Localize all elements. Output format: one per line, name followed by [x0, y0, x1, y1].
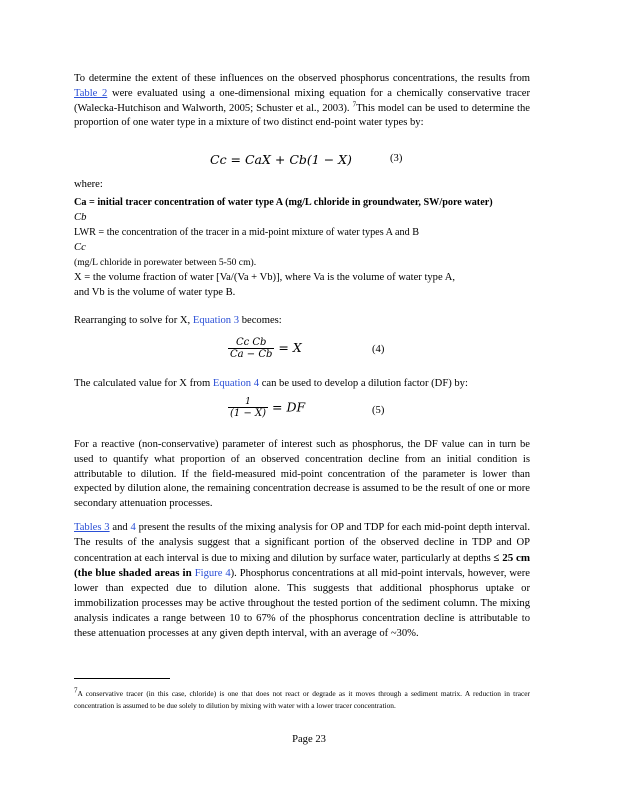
- reactive-paragraph: For a reactive (non-conservative) parameter of interest such as phosphorus, the DF value can in turn be used to quantify what proportion of an observed concentration decline from an initial condition is attributable to dilution. If the field-measured mid-point concentration of the parameter is lower than expected by dilution alone, the remaining concentration decrease is assumed to be the result of one or more secondary attenuation processes.: [74, 439, 530, 510]
- footnote-marker: 7: [74, 686, 78, 695]
- footnote-ref[interactable]: 7: [352, 100, 357, 109]
- dilution-paragraph: [74, 377, 530, 392]
- equation-3-number: (3): [390, 153, 403, 164]
- dilution-text-end: can be used to develop a dilution factor (DF) by:: [259, 378, 468, 389]
- equation-4-fraction: [228, 337, 274, 360]
- cb-symbol: Cb: [74, 212, 87, 223]
- rearranging-text: Rearranging to solve for X,: [74, 315, 193, 326]
- results-paragraph: [74, 521, 530, 641]
- equation-5-numerator: 1: [228, 397, 268, 408]
- cc-symbol: Cc: [74, 242, 86, 253]
- cb-definition: LWR = the concentration of the tracer in a mid-point mixture of water types A and B: [74, 227, 420, 238]
- x-definition-line-2: and Vb is the volume of water type B.: [74, 287, 236, 298]
- cc-definition: (mg/L chloride in porewater between 5-50 cm).: [74, 257, 257, 268]
- equation-5-number: (5): [372, 405, 385, 416]
- intro-text-end: This model can be used to determine the proportion of one water type in a mixture of two distinct end-point water types by:: [74, 102, 530, 129]
- intro-text: To determine the extent of these influences on the observed phosphorus concentrations, the results from: [74, 73, 530, 84]
- page-number: Page 23: [292, 734, 326, 745]
- footnote-divider: [74, 678, 170, 679]
- results-bold-text: ≤ 25 cm (the blue shaded areas in: [74, 551, 530, 580]
- table-2-link[interactable]: Table 2: [74, 87, 108, 99]
- intro-text-continued: were evaluated using a one-dimensional mixing equation for a chemically conservative tracer (Walecka-Hutchison and Walworth, 2005; Schuster et al., 2003).: [74, 87, 530, 114]
- figure-4-link[interactable]: Figure 4: [194, 568, 231, 580]
- equation-4-number: (4): [372, 344, 385, 355]
- footnote: [74, 688, 530, 712]
- equation-4-numerator: Cc Cb: [228, 337, 274, 349]
- equation-5-rhs: = DF: [272, 399, 306, 415]
- equation-5-denominator: (1 − X): [230, 408, 267, 419]
- where-label: where:: [74, 179, 103, 190]
- results-text-end: ). Phosphorus concentrations at all mid-point intervals, however, were lower than expected due to dilution alone. This suggests that additional phosphorus uptake or immobilization processes may be active throughout the tested portion of the sediment column. The mixing analysis indicates a range between 10 to 67% of the phosphorus concentration decline is attributable to these attenuation processes at any given depth interval, with an average of ~30%.: [74, 568, 530, 639]
- equation-4-denominator: Ca − Cb: [230, 349, 273, 360]
- equation-3: Cc = CaX + Cb(1 − X): [210, 152, 352, 167]
- results-text: present the results of the mixing analysis for OP and TDP for each mid-point depth interval. The results of the analysis suggest that a significant portion of the observed decline in TDP and OP concentration at each interval is due to mixing and dilution by surface water, particularly at depths: [74, 522, 530, 564]
- equation-4-link[interactable]: Equation 4: [212, 378, 260, 389]
- equation-5-fraction: [228, 397, 268, 419]
- intro-paragraph: [74, 72, 530, 131]
- rearranging-paragraph: [74, 314, 530, 329]
- rearranging-text-end: becomes:: [239, 315, 282, 326]
- ca-definition: Ca = initial tracer concentration of water type A (mg/L chloride in groundwater, SW/pore water): [74, 197, 493, 208]
- equation-4: [228, 337, 302, 360]
- results-and: and: [109, 522, 131, 533]
- equation-3-link[interactable]: Equation 3: [192, 315, 240, 326]
- equation-5: [228, 397, 305, 419]
- x-definition-line-1: X = the volume fraction of water [Va/(Va + Vb)], where Va is the volume of water type A,: [74, 272, 456, 283]
- table-4-link[interactable]: 4: [130, 522, 136, 533]
- footnote-text: A conservative tracer (in this case, chloride) is one that does not react or degrade as it moves through a sediment matrix. A reduction in tracer concentration is assumed to be due solely to dilution by mixing with water with a lower tracer concentration.: [74, 689, 530, 710]
- table-3-link[interactable]: Tables 3: [74, 522, 110, 533]
- equation-4-rhs: = X: [278, 340, 302, 355]
- dilution-text: The calculated value for X from: [74, 378, 213, 389]
